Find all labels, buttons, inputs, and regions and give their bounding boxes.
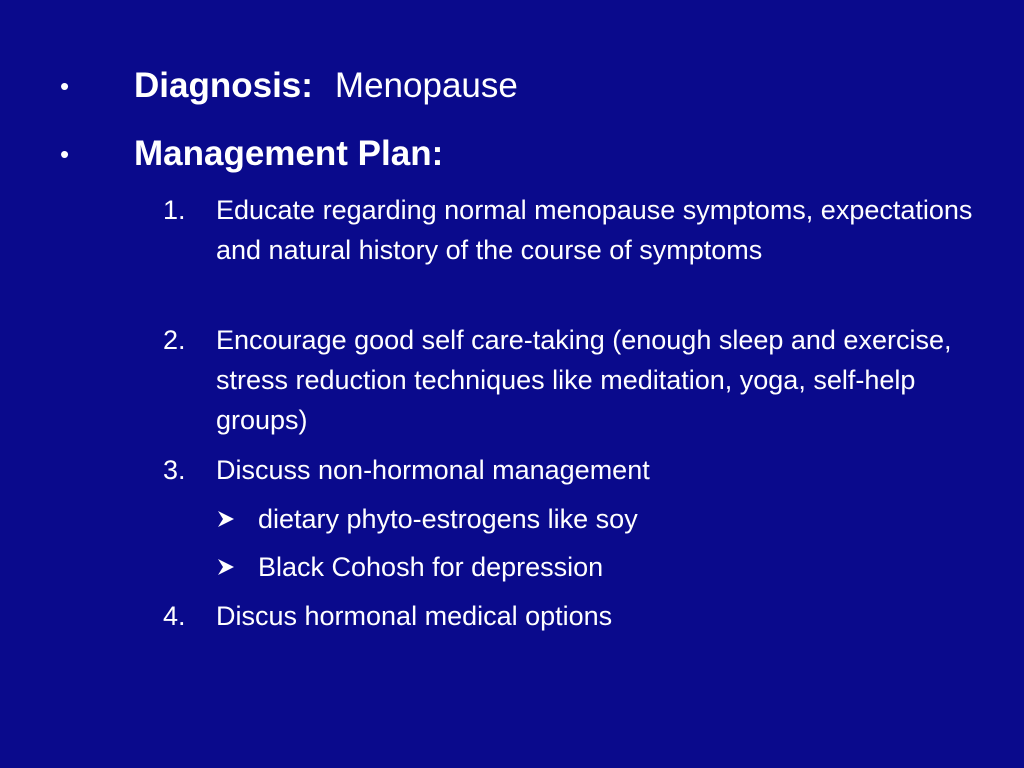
sub-item-text: dietary phyto-estrogens like soy bbox=[258, 504, 638, 534]
management-plan-label: Management Plan: bbox=[134, 134, 444, 173]
plan-item-number: 2. bbox=[163, 325, 186, 355]
diagnosis-value: Menopause bbox=[334, 66, 518, 105]
plan-item-number: 1. bbox=[163, 195, 186, 225]
arrow-bullet-icon bbox=[216, 547, 246, 577]
arrow-bullet-icon bbox=[216, 499, 246, 529]
plan-item-text: Encourage good self care-taking (enough sleep and exercise, stress reduction techniques like meditation, yoga, self-help groups) bbox=[216, 325, 952, 435]
plan-item-text: Educate regarding normal menopause symptoms, expectations and natural history of the course of symptoms bbox=[216, 195, 973, 265]
bullet-marker: • bbox=[60, 139, 70, 169]
plan-item-number: 4. bbox=[163, 601, 186, 631]
plan-item-text: Discus hormonal medical options bbox=[216, 601, 613, 631]
sub-item-text: Black Cohosh for depression bbox=[258, 552, 604, 582]
diagnosis-label: Diagnosis: bbox=[134, 66, 313, 105]
bullet-marker: • bbox=[60, 71, 70, 101]
plan-item-text: Discuss non-hormonal management bbox=[216, 455, 650, 485]
plan-item-number: 3. bbox=[163, 455, 186, 485]
